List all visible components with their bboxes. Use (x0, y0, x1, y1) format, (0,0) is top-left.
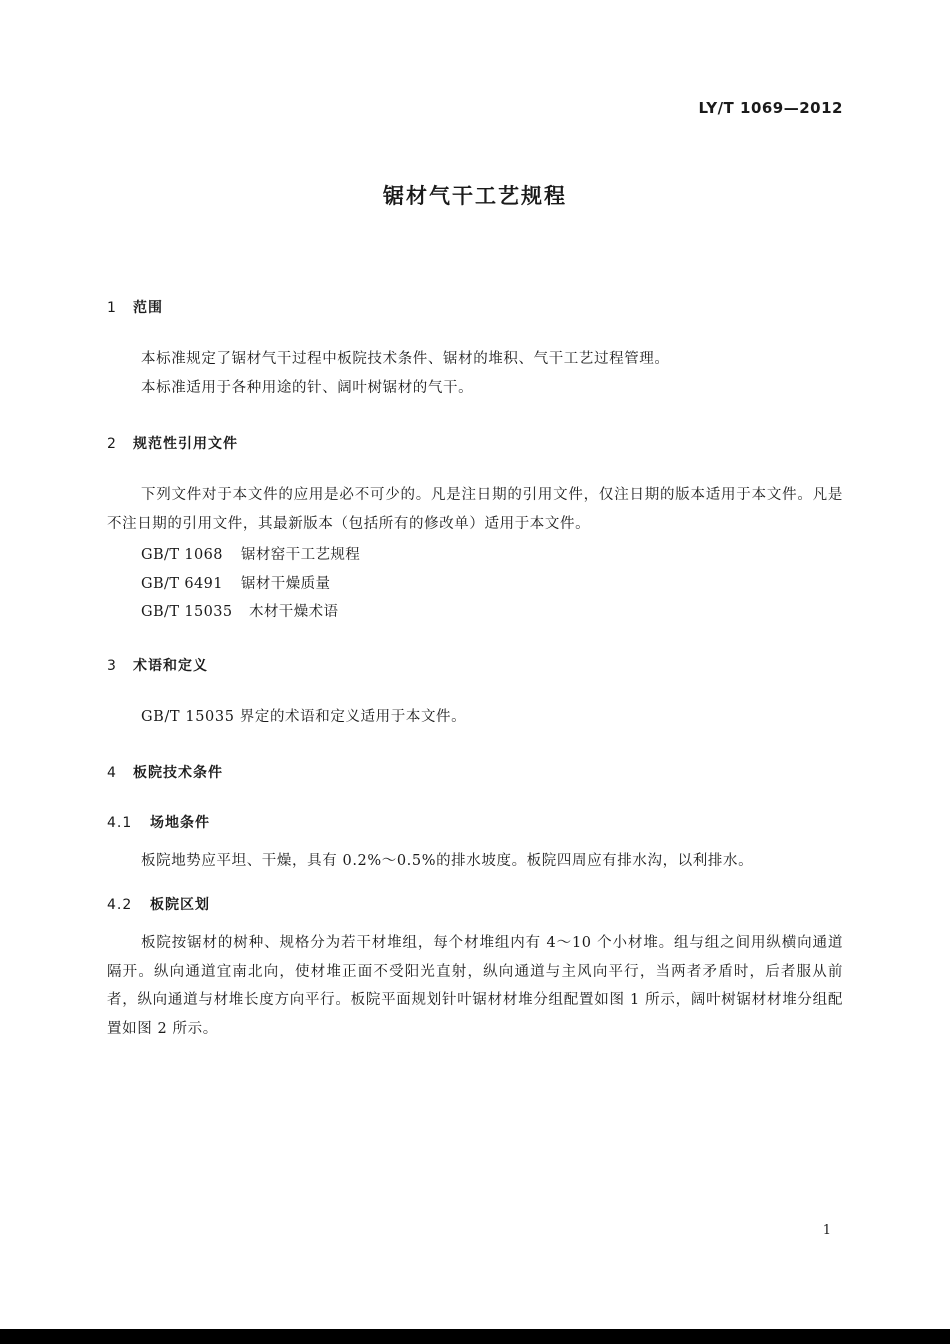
section-heading-yard-conditions (107, 762, 223, 782)
paragraph: 板院按锯材的树种、规格分为若干材堆组，每个材堆组内有 4～10 个小材堆。组与组之间用纵横向通道隔开。纵向通道宜南北向，使材堆正面不受阳光直射，纵向通道与主风向平行，当两者矛盾时，后者服从前者，纵向通道与材堆长度方向平行。板院平面规划针叶锯材材堆分组配置如图 1 所示，阔叶树锯材材堆分组配置如图 2 所示。 (107, 935, 843, 1037)
document-title: 锯材气干工艺规程 (383, 184, 567, 208)
section-number: 1 (107, 300, 117, 316)
subsection-heading-site (107, 812, 210, 832)
section-title: 术语和定义 (133, 658, 208, 674)
section-title: 板院技术条件 (133, 765, 223, 781)
reference-code: GB/T 1068 (141, 547, 223, 563)
subsection-heading-zoning (107, 894, 210, 914)
page-number: 1 (822, 1223, 831, 1238)
section-number: 2 (107, 436, 117, 452)
paragraph: 本标准规定了锯材气干过程中板院技术条件、锯材的堆积、气干工艺过程管理。 (141, 351, 670, 367)
paragraph: 本标准适用于各种用途的针、阔叶树锯材的气干。 (141, 380, 474, 396)
reference-title: 木材干燥术语 (249, 604, 339, 620)
section-heading-terms (107, 655, 208, 675)
section-number: 4 (107, 765, 117, 781)
reference-title: 锯材干燥质量 (241, 576, 331, 592)
section-heading-normative-references (107, 433, 238, 453)
standard-code: LY/T 1069—2012 (698, 99, 843, 117)
section-title: 规范性引用文件 (133, 436, 238, 452)
reference-item (141, 600, 338, 621)
subsection-number: 4.2 (107, 897, 133, 913)
bottom-edge-bar (0, 1329, 950, 1344)
subsection-number: 4.1 (107, 815, 133, 831)
subsection-title: 板院区划 (150, 897, 210, 913)
section-heading-scope (107, 297, 163, 317)
section-title: 范围 (133, 300, 163, 316)
reference-item (141, 543, 360, 564)
subsection-title: 场地条件 (150, 815, 210, 831)
paragraph: 板院地势应平坦、干燥，具有 0.2%～0.5%的排水坡度。板院四周应有排水沟，以利排水。 (141, 853, 754, 869)
paragraph: 下列文件对于本文件的应用是必不可少的。凡是注日期的引用文件，仅注日期的版本适用于本文件。凡是不注日期的引用文件，其最新版本（包括所有的修改单）适用于本文件。 (107, 487, 843, 532)
section-number: 3 (107, 658, 117, 674)
reference-title: 锯材窑干工艺规程 (241, 547, 361, 563)
paragraph: GB/T 15035 界定的术语和定义适用于本文件。 (141, 709, 467, 725)
reference-item (141, 572, 330, 593)
reference-code: GB/T 6491 (141, 576, 223, 592)
reference-code: GB/T 15035 (141, 604, 233, 620)
